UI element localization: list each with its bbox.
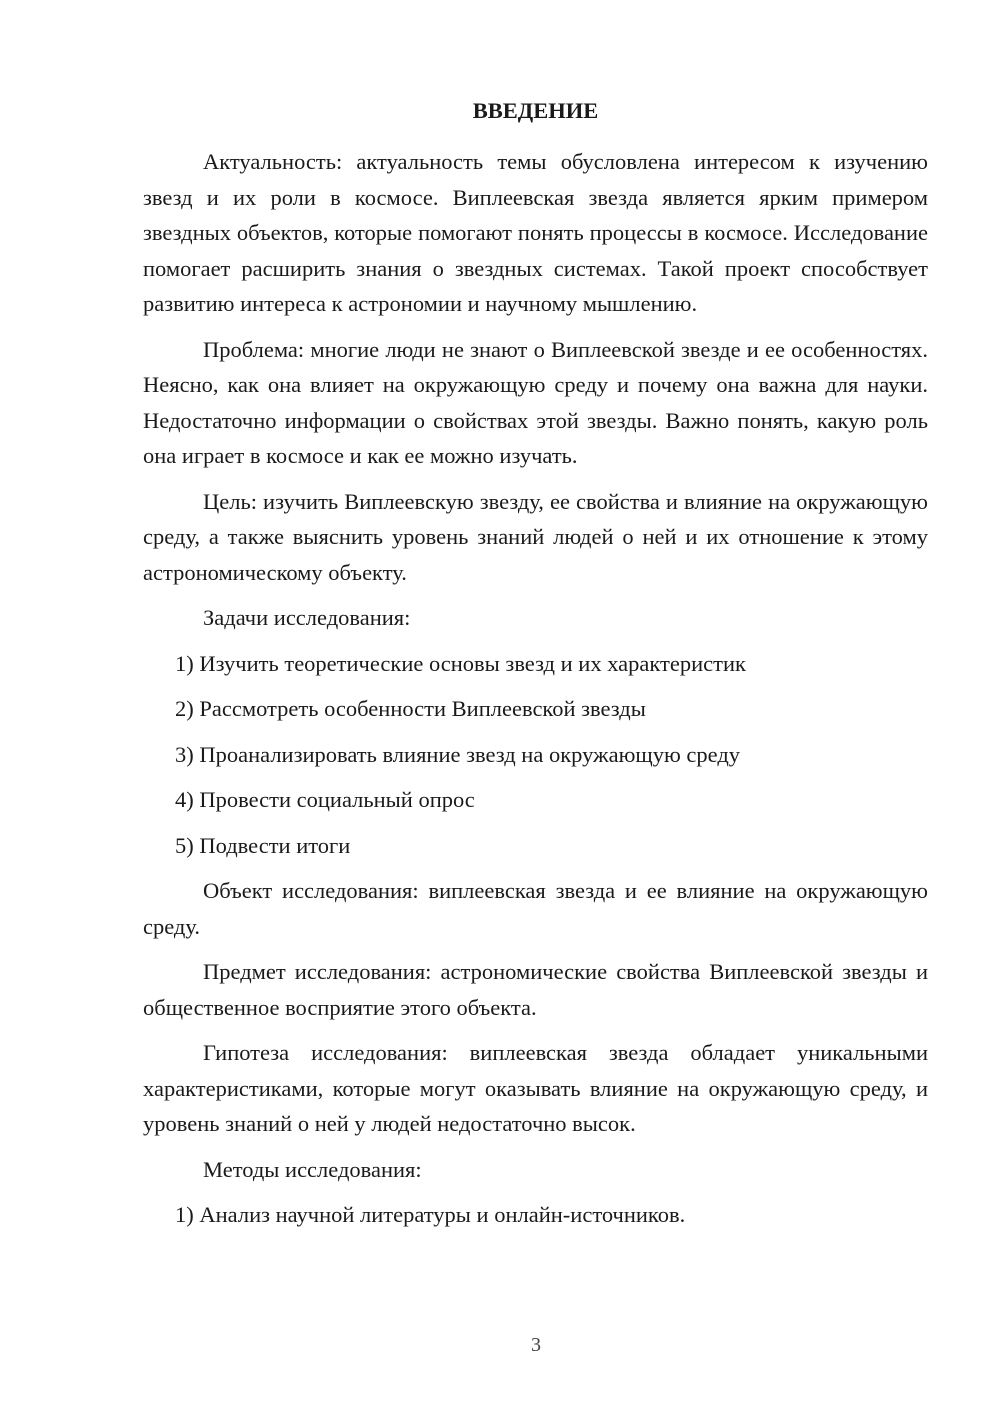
- method-item-1: 1) Анализ научной литературы и онлайн-источников.: [175, 1202, 686, 1227]
- paragraph-hypothesis: Гипотеза исследования: виплеевская звезда обладает уникальными характеристиками, которые могут оказывать влияние на окружающую среду, и уровень знаний о ней у людей недостаточно высок.: [143, 1040, 928, 1136]
- paragraph-goal: Цель: изучить Виплеевскую звезду, ее свойства и влияние на окружающую среду, а также выяснить уровень знаний людей о ней и их отношение к этому астрономическому объекту.: [143, 488, 928, 585]
- paragraph-object: Объект исследования: виплеевская звезда и ее влияние на окружающую среду.: [143, 878, 928, 939]
- task-item-2: 2) Рассмотреть особенности Виплеевской звезды: [175, 696, 646, 721]
- paragraph-subject: Предмет исследования: астрономические свойства Виплеевской звезды и общественное восприятие этого объекта.: [143, 959, 928, 1020]
- paragraph-problem: Проблема: многие люди не знают о Виплеевской звезде и ее особенностях. Неясно, как она влияет на окружающую среду и почему она важна для науки. Недостаточно информации о свойствах этой звезды. Важно понять, какую роль она играет в космосе и как ее можно изучать.: [143, 336, 928, 468]
- paragraph-relevance: Актуальность: актуальность темы обусловлена интересом к изучению звезд и их роли в космосе. Виплеевская звезда является ярким примером звездных объектов, которые помогают понять процессы в космосе. Исследование помогает расширить знания о звездных системах. Такой проект способствует развитию интереса к астрономии и научному мышлению.: [143, 149, 928, 316]
- task-item-1: 1) Изучить теоретические основы звезд и их характеристик: [175, 650, 746, 676]
- page-number: 3: [531, 1334, 541, 1356]
- task-item-4: 4) Провести социальный опрос: [175, 787, 475, 812]
- task-item-3: 3) Проанализировать влияние звезд на окружающую среду: [175, 741, 741, 767]
- tasks-heading: Задачи исследования:: [203, 605, 411, 630]
- methods-heading: Методы исследования:: [203, 1156, 422, 1182]
- document-page: [143, 94, 928, 1243]
- task-item-5: 5) Подвести итоги: [175, 832, 351, 858]
- page-title: ВВЕДЕНИЕ: [472, 98, 599, 123]
